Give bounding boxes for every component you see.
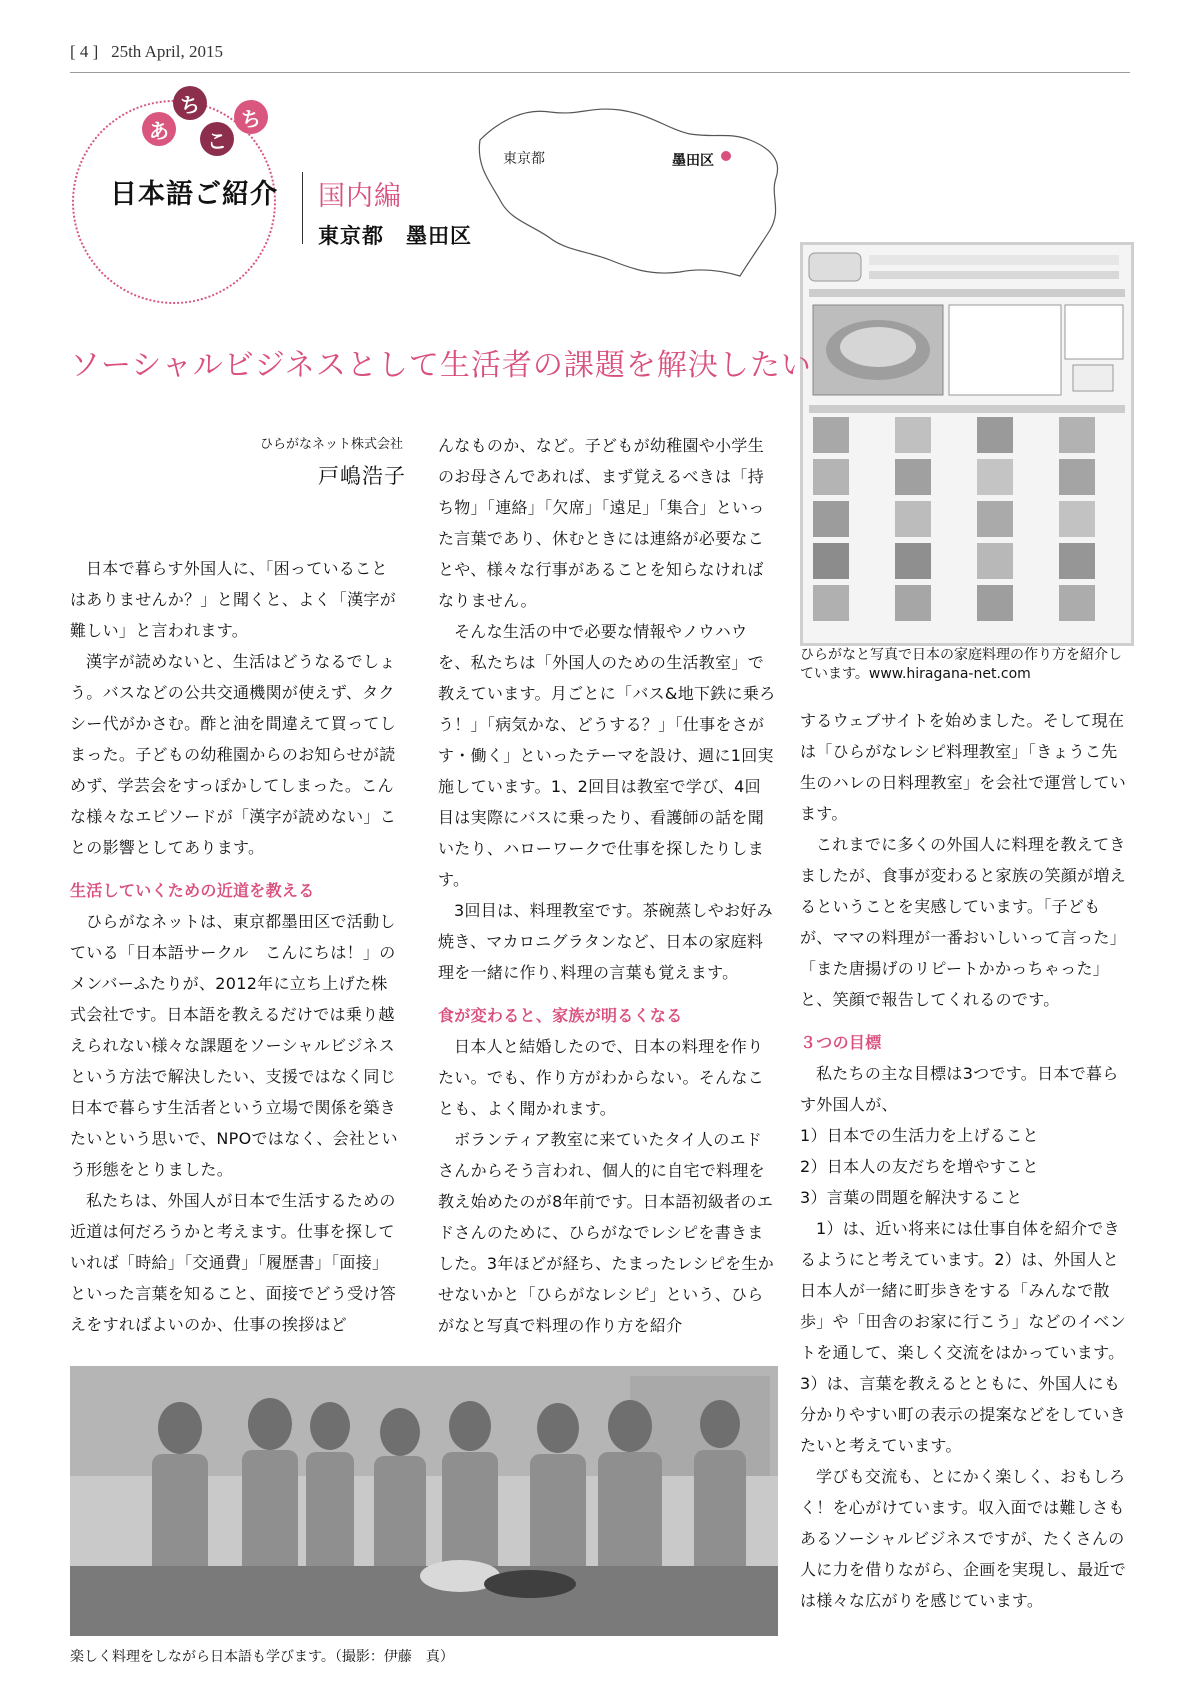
- subheading: ３つの目標: [800, 1033, 882, 1052]
- subheading: 生活していくための近道を教える: [70, 881, 315, 900]
- tokyo-map: [470, 100, 790, 280]
- paragraph: ひらがなネットは、東京都墨田区で活動している「日本語サークル こんにちは！」のメンバーふたりが、2012年に立ち上げた株式会社です。日本語を教えるだけでは乗り越えられない様々な課題をソーシャルビジネスという方法で解決したい、支援ではなく同じ日本で暮らす生活者という立場で関係を築きたいという思いで、NPOではなく、会社という形態をとりました。: [70, 912, 398, 1179]
- paragraph: これまでに多くの外国人に料理を教えてきましたが、食事が変わると家族の笑顔が増えるということを実感しています。「子どもが、ママの料理が一番おいしいって言った」「また唐揚げのリピートかかっちゃった」と、笑顔で報告してくれるのです。: [800, 835, 1127, 1009]
- cooking-class-illustration: [70, 1366, 778, 1636]
- paragraph: 私たちは、外国人が日本で生活するための近道は何だろうかと考えます。仕事を探していれば「時給」「交通費」「履歴書」「面接」といった言葉を知ること、面接でどう受け答えをすればよいのか、仕事の挨拶はど: [70, 1191, 397, 1334]
- paragraph: 1）は、近い将来には仕事自体を紹介できるようにと考えています。2）は、外国人と日本人が一緒に町歩きをする「みんなで散歩」や「田舎のお家に行こう」などのイベントを通して、楽しく交流をはかっています。3）は、言葉を教えるとともに、外国人にも分かりやすい町の表示の提案などをしていきたいと考えています。: [800, 1219, 1127, 1455]
- article-column-3: [800, 705, 1130, 1616]
- website-screenshot: [800, 242, 1134, 646]
- title-separator: [302, 172, 303, 244]
- tokyo-outline: [479, 109, 777, 276]
- byline-author: 戸嶋浩子: [318, 464, 406, 488]
- section-place: 東京都 墨田区: [318, 224, 472, 248]
- issue-date: 25th April, 2015: [111, 42, 223, 61]
- article-column-1: [70, 553, 398, 1340]
- logo-char-a: あ: [142, 112, 176, 146]
- article-headline: ソーシャルビジネスとして生活者の課題を解決したい: [70, 348, 812, 383]
- photo-caption: 楽しく料理をしながら日本語も学びます。（撮影：伊藤 真）: [70, 1649, 454, 1665]
- paragraph: 漢字が読めないと、生活はどうなるでしょう。バスなどの公共交通機関が使えず、タクシー代がかさむ。酢と油を間違えて買ってしまった。子どもの幼稚園からのお知らせが読めず、学芸会をすっぽかしてしまった。こんな様々なエピソードが「漢字が読めない」ことの影響としてあります。: [70, 652, 397, 857]
- paragraph: 3回目は、料理教室です。茶碗蒸しやお好み焼き、マカロニグラタンなど、日本の家庭料理を一緒に作り､料理の言葉も覚えます。: [438, 901, 773, 982]
- paragraph: んなものか、など。子どもが幼稚園や小学生のお母さんであれば、まず覚えるべきは「持ち物」「連絡」「欠席」「遠足」「集合」といった言葉であり、休むときには連絡が必要なことや、様々な行事があることを知らなければなりません。: [438, 436, 765, 610]
- paragraph: 日本人と結婚したので、日本の料理を作りたい。でも、作り方がわからない。そんなことも、よく聞かれます。: [438, 1037, 765, 1118]
- logo-title: 日本語ご紹介: [110, 179, 278, 210]
- goal-item: 3）言葉の問題を解決すること: [800, 1188, 1023, 1207]
- subheading: 食が変わると、家族が明るくなる: [438, 1006, 683, 1025]
- map-label-sumida: 墨田区: [672, 153, 714, 169]
- goal-item: 2）日本人の友だちを増やすこと: [800, 1157, 1039, 1176]
- article-column-2: [438, 430, 776, 1341]
- cooking-class-photo: [70, 1366, 778, 1636]
- byline-company: ひらがなネット株式会社: [260, 437, 404, 452]
- page-header: [70, 42, 223, 62]
- section-region: 国内編: [318, 181, 402, 212]
- website-caption: ひらがなと写真で日本の家庭料理の作り方を紹介しています。www.hiragana-net.com: [800, 647, 1122, 682]
- paragraph: 日本で暮らす外国人に、「困っていることはありませんか？」と聞くと、よく「漢字が難しい」と言われます。: [70, 559, 397, 640]
- recipe-site-mockup: [803, 245, 1131, 643]
- paragraph: 私たちの主な目標は3つです。日本で暮らす外国人が、: [800, 1064, 1119, 1114]
- page-number: [ 4 ]: [70, 42, 99, 61]
- paragraph: するウェブサイトを始めました。そして現在は「ひらがなレシピ料理教室」「きょうこ先生のハレの日料理教室」を会社で運営しています。: [800, 711, 1127, 823]
- logo-char-ko: こ: [200, 122, 234, 156]
- goal-item: 1）日本での生活力を上げること: [800, 1126, 1039, 1145]
- sumida-marker: [721, 151, 731, 161]
- logo-char-chi: ち: [173, 86, 207, 120]
- map-label-tokyo: 東京都: [503, 151, 545, 167]
- paragraph: ボランティア教室に来ていたタイ人のエドさんからそう言われ、個人的に自宅で料理を教え始めたのが8年前です。日本語初級者のエドさんのために、ひらがなでレシピを書きました。3年ほどが経ち、たまったレシピを生かせないかと「ひらがなレシピ」という、ひらがなと写真で料理の作り方を紹介: [438, 1130, 775, 1335]
- header-divider: [70, 72, 1130, 73]
- paragraph: 学びも交流も、とにかく楽しく、おもしろく！を心がけています。収入面では難しさもあるソーシャルビジネスですが、たくさんの人に力を借りながら、企画を実現し、最近では様々な広がりを感じています。: [800, 1467, 1127, 1610]
- paragraph: そんな生活の中で必要な情報やノウハウを、私たちは「外国人のための生活教室」で教えています。月ごとに「バス&地下鉄に乗ろう！」「病気かな、どうする？」「仕事をさがす・働く」といったテーマを設け、週に1回実施しています。1、2回目は教室で学び、4回目は実際にバスに乗ったり、看護師の話を聞いたり、ハローワークで仕事を探したりします。: [438, 622, 776, 889]
- logo-char-chi-2: ち: [234, 100, 268, 134]
